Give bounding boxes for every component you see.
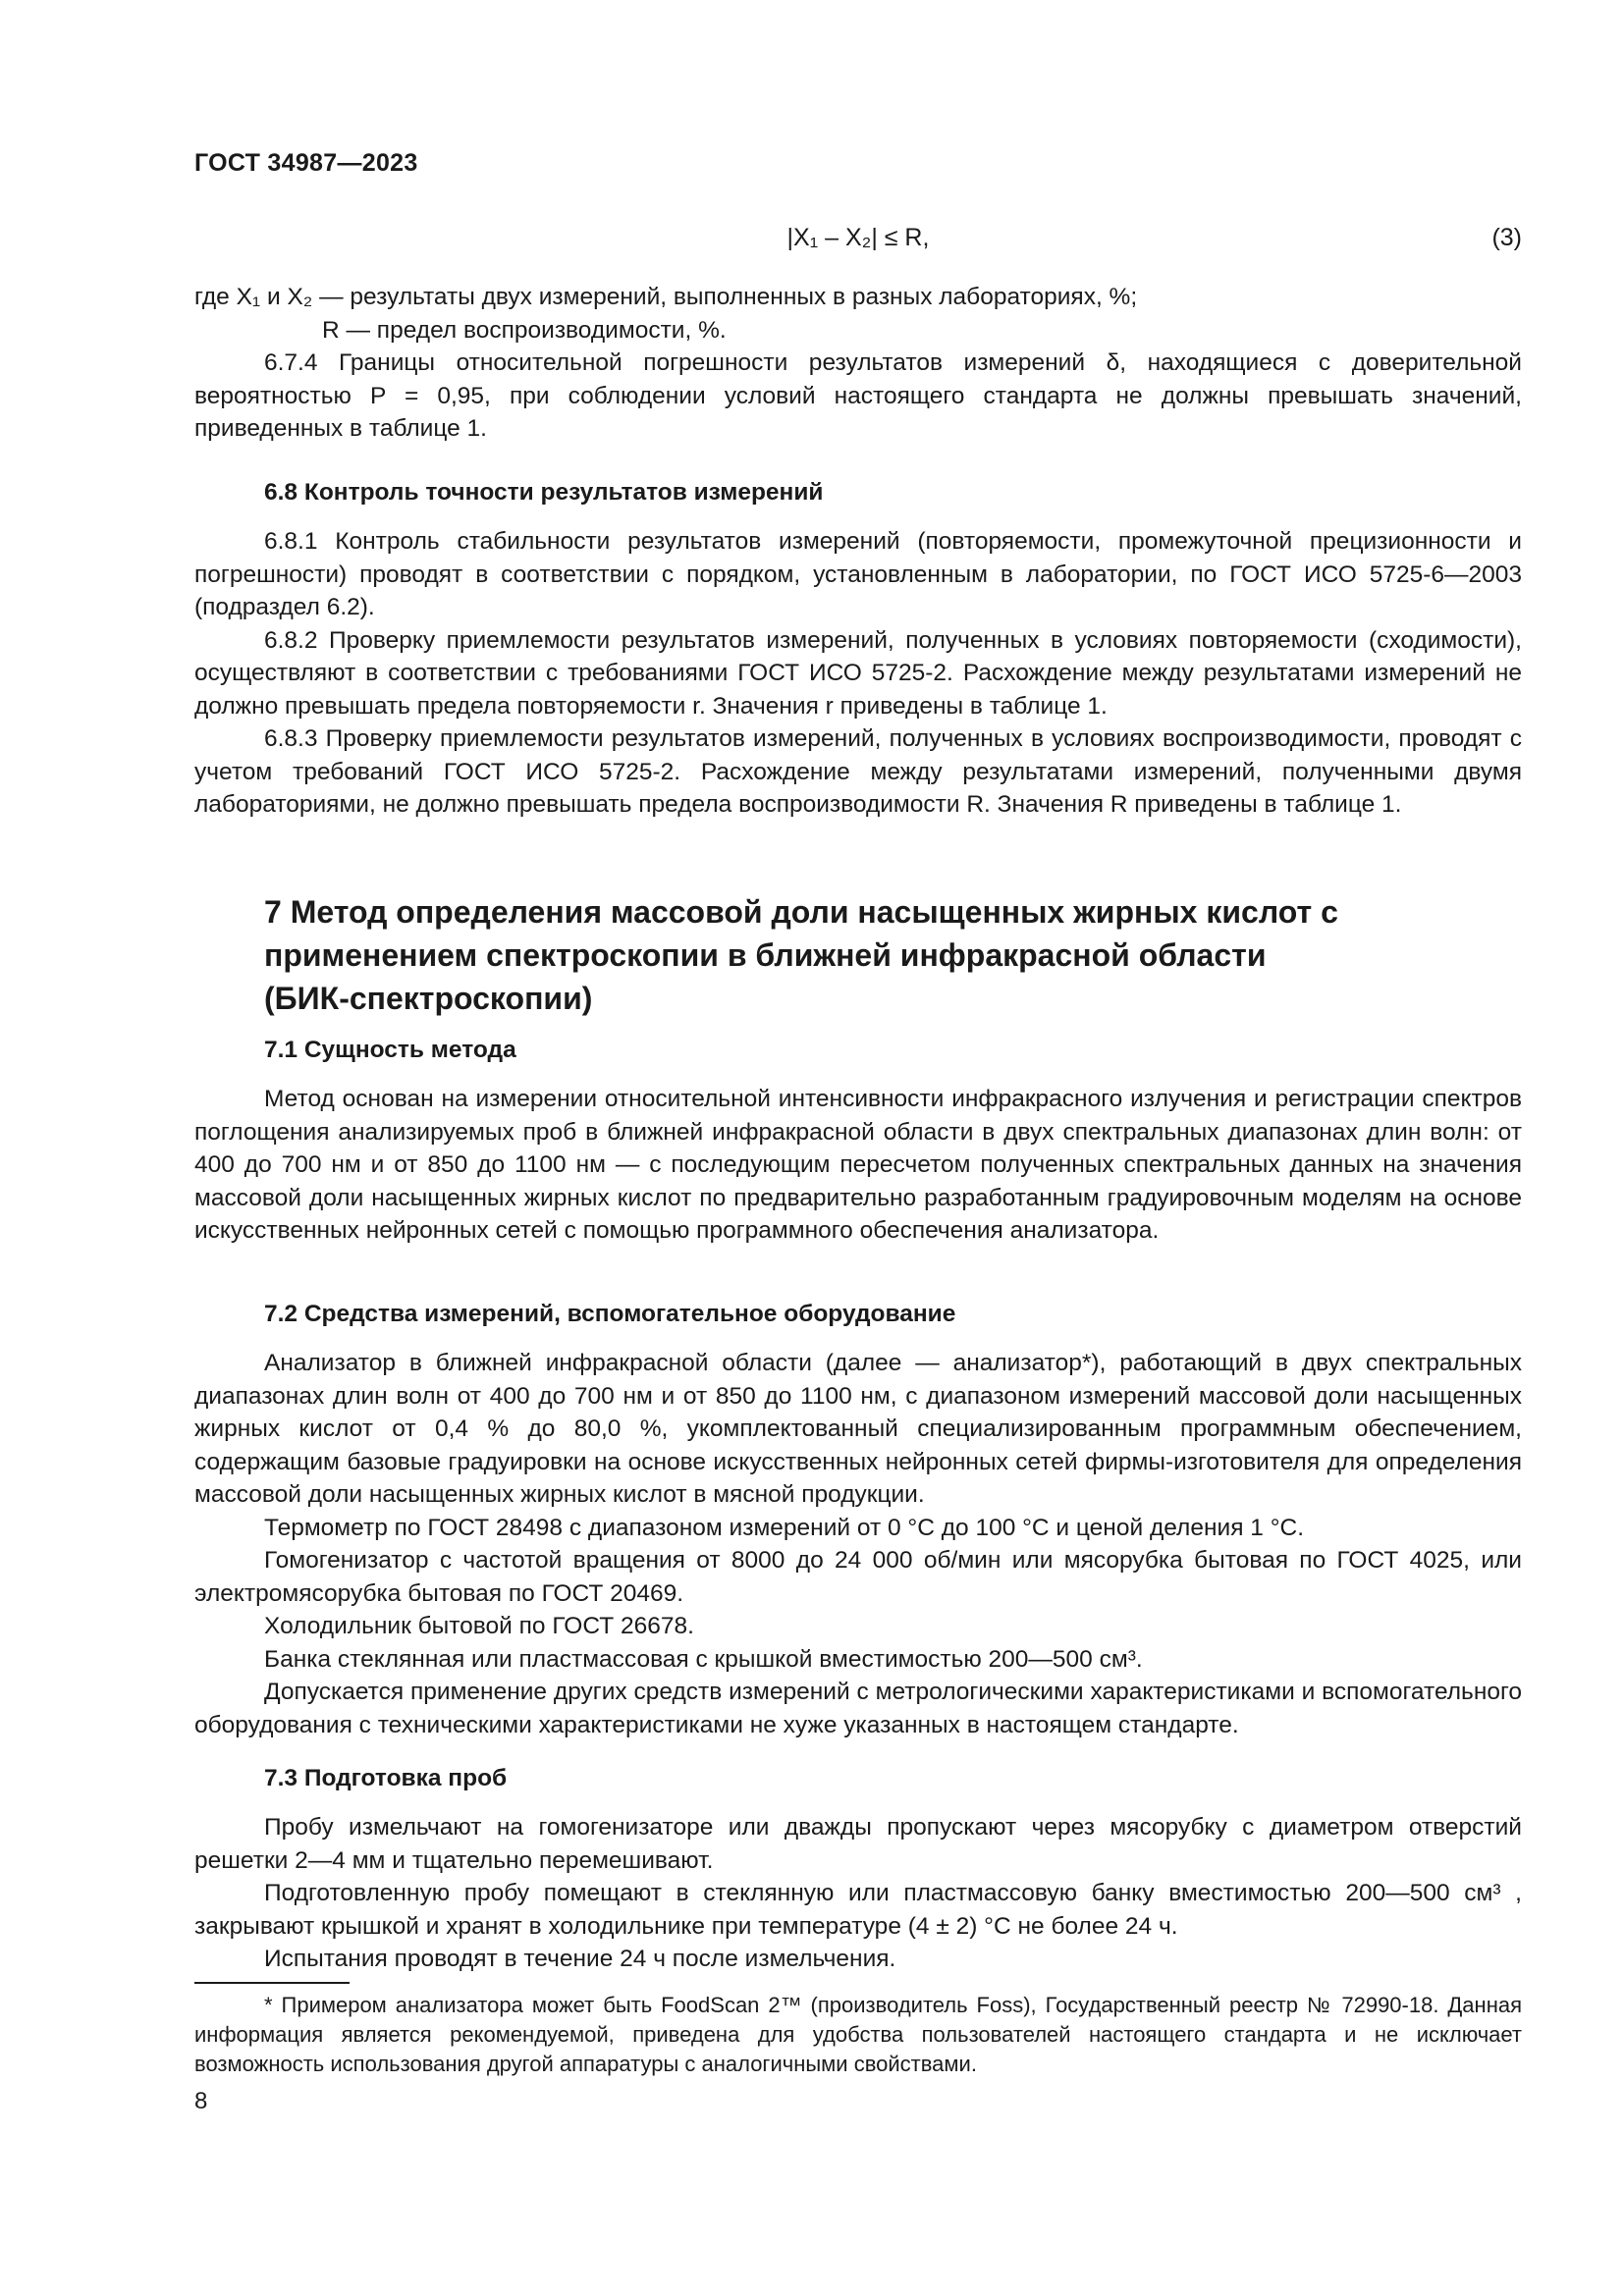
page-number: 8 [194, 2088, 208, 2114]
legend-line-1: где X₁ и X₂ — результаты двух измерений, выполненных в разных лабораториях, %; [194, 284, 1138, 310]
section-7-3-body [194, 1811, 1522, 1976]
heading-7-1 [194, 1034, 1522, 1067]
heading-7 [194, 890, 1522, 1020]
heading-7-3 [194, 1762, 1522, 1795]
footnote [194, 1991, 1522, 2079]
section-7-2-body [194, 1347, 1522, 1741]
footnote-text: * Примером анализатора может быть FoodScan 2™ (производитель Foss), Государственный реестр № 72990-18. Данная информация является рекомендуемой, приведена для удобства пользователей настоящего стандарта и не исключает возможность использования другой аппаратуры с аналогичными свойствами. [194, 1993, 1522, 2076]
document-header: ГОСТ 34987—2023 [194, 149, 418, 177]
heading-text: 6.8 Контроль точности результатов измерений [264, 479, 824, 506]
section-6-8-body [194, 525, 1522, 822]
paragraph-testing-time: Испытания проводят в течение 24 ч после измельчения. [264, 1946, 896, 1972]
footnote-divider [194, 1982, 350, 1984]
heading-text: 7 Метод определения массовой доли насыщенных жирных кислот с применением спектроскопии в ближней инфракрасной области (БИК-спектроскопии) [264, 894, 1338, 1016]
paragraph-grinding: Пробу измельчают на гомогенизаторе или дважды пропускают через мясорубку с диаметром отверстий решетки 2—4 мм и тщательно перемешивают. [194, 1814, 1522, 1874]
heading-7-2 [194, 1298, 1522, 1331]
paragraph-7-1 [194, 1083, 1522, 1248]
heading-text: 7.1 Сущность метода [264, 1037, 516, 1063]
paragraph-alternatives: Допускается применение других средств измерений с метрологическими характеристиками и вспомогательного оборудования с техническими характеристиками не хуже указанных в настоящем стандарте. [194, 1679, 1522, 1738]
paragraph-6-8-3: 6.8.3 Проверку приемлемости результатов измерений, полученных в условиях воспроизводимости, проводят с учетом требований ГОСТ ИСО 5725-2. Расхождение между результатами измерений, полученными двумя лабораториями, не должно превышать предела воспроизводимости R. Значения R приведены в таблице 1. [194, 725, 1522, 818]
paragraph-text: 6.7.4 Границы относительной погрешности результатов измерений δ, находящиеся с доверительной вероятностью P = 0,95, при соблюдении условий настоящего стандарта не должны превышать значений, приведенных в таблице 1. [194, 349, 1522, 442]
heading-6-8 [194, 476, 1522, 509]
paragraph-text: Метод основан на измерении относительной интенсивности инфракрасного излучения и регистрации спектров поглощения анализируемых проб в ближней инфракрасной области в двух спектральных диапазонах длин волн: от 400 до 700 нм и от 850 до 1100 нм — с последующим пересчетом полученных спектральных данных на значения массовой доли насыщенных жирных кислот по предварительно разработанным градуировочным моделям на основе искусственных нейронных сетей с помощью программного обеспечения анализатора. [194, 1086, 1522, 1244]
paragraph-homogenizer: Гомогенизатор с частотой вращения от 8000 до 24 000 об/мин или мясорубка бытовая по ГОСТ 4025, или электромясорубка бытовая по ГОСТ 20469. [194, 1547, 1522, 1607]
formula-line [194, 224, 1522, 259]
paragraph-storage: Подготовленную пробу помещают в стеклянную или пластмассовую банку вместимостью 200—500 см³ , закрывают крышкой и хранят в холодильнике при температуре (4 ± 2) °С не более 24 ч. [194, 1880, 1522, 1940]
paragraph-analyzer: Анализатор в ближней инфракрасной области (далее — анализатор*), работающий в двух спектральных диапазонах длин волн от 400 до 700 нм и от 850 до 1100 нм, с диапазоном измерений массовой доли насыщенных жирных кислот от 0,4 % до 80,0 %, укомплектованный специализированным программным обеспечением, содержащим базовые градуировки на основе искусственных нейронных сетей фирмы-изготовителя для определения массовой доли насыщенных жирных кислот в мясной продукции. [194, 1350, 1522, 1508]
formula: |X₁ – X₂| ≤ R, [786, 224, 930, 251]
paragraph-6-8-2: 6.8.2 Проверку приемлемости результатов измерений, полученных в условиях повторяемости (сходимости), осуществляют в соответствии с требованиями ГОСТ ИСО 5725-2. Расхождение между результатами измерений не должно превышать предела повторяемости r. Значения r приведены в таблице 1. [194, 626, 1522, 720]
formula-legend [194, 281, 1522, 347]
legend-line-2: R — предел воспроизводимости, %. [322, 316, 727, 344]
paragraph-jar: Банка стеклянная или пластмассовая с крышкой вместимостью 200—500 см³. [264, 1645, 1143, 1673]
formula-number: (3) [1491, 224, 1522, 251]
paragraph-thermometer: Термометр по ГОСТ 28498 с диапазоном измерений от 0 °С до 100 °С и ценой деления 1 °С. [264, 1514, 1305, 1541]
heading-text: 7.2 Средства измерений, вспомогательное оборудование [264, 1301, 956, 1327]
paragraph-6-8-1: 6.8.1 Контроль стабильности результатов измерений (повторяемости, промежуточной прецизионности и погрешности) проводят в соответствии с порядком, установленным в лаборатории, по ГОСТ ИСО 5725-6—2003 (подраздел 6.2). [194, 528, 1522, 620]
paragraph-refrigerator: Холодильник бытовой по ГОСТ 26678. [264, 1613, 694, 1639]
paragraph-6-7-4 [194, 347, 1522, 446]
heading-text: 7.3 Подготовка проб [264, 1765, 508, 1791]
